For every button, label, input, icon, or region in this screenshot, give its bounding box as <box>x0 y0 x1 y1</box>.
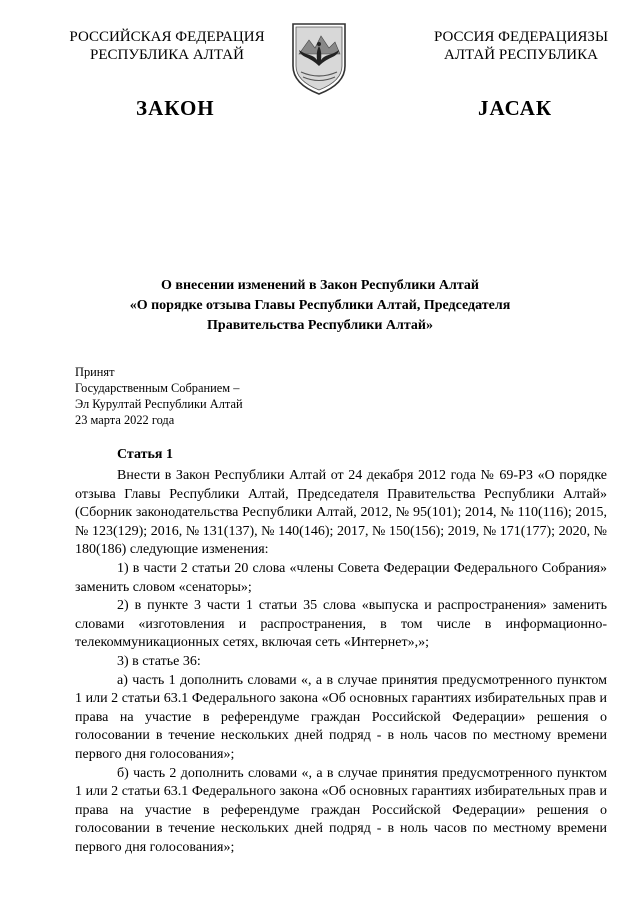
title-line1: О внесении изменений в Закон Республики Алтай <box>161 278 479 293</box>
header-left-block <box>62 28 272 64</box>
article-paragraph: 3) в статье 36: <box>117 653 201 669</box>
law-title-russian: ЗАКОН <box>136 96 215 120</box>
article-body <box>75 467 607 857</box>
header-right-line2: АЛТАЙ РЕСПУБЛИКА <box>444 47 598 63</box>
adopted-line3: Эл Курултай Республики Алтай <box>75 397 243 411</box>
header-left-line2: РЕСПУБЛИКА АЛТАЙ <box>90 47 244 63</box>
article-paragraph: 1) в части 2 статьи 20 слова «члены Совета Федерации Федерального Собрания» заменить словом «сенаторы»; <box>75 560 607 595</box>
article-paragraph: б) часть 2 дополнить словами «, а в случае принятия предусмотренного пунктом 1 или 2 статьи 63.1 Федерального закона «Об основных гарантиях избирательных прав и права на участие в референдуме граждан Российской Федерации» решения о голосовании в течение нескольких дней подряд - в ноль часов по местному времени первого дня голосования»; <box>75 765 607 855</box>
title-line3: Правительства Республики Алтай» <box>207 318 433 333</box>
article-paragraph: а) часть 1 дополнить словами «, а в случае принятия предусмотренного пунктом 1 или 2 статьи 63.1 Федерального закона «Об основных гарантиях избирательных прав и права на участие в референдуме граждан Российской Федерации» решения о голосовании в течение нескольких дней подряд - в ноль часов по местному времени первого дня голосования»; <box>75 672 607 762</box>
document-title <box>70 276 570 336</box>
article-heading: Статья 1 <box>117 447 173 462</box>
adopted-line1: Принят <box>75 365 115 379</box>
adopted-line2: Государственным Собранием – <box>75 381 240 395</box>
article-paragraph: Внести в Закон Республики Алтай от 24 декабря 2012 года № 69-РЗ «О порядке отзыва Главы Республики Алтай, Председателя Правительства Республики Алтай» (Сборник законодательства Республики Алтай, 2012, № 95(101); 2014, № 110(116); 2015, № 123(129); 2016, № 131(137), № 140(146); 2017, № 150(156); 2019, № 171(177); 2020, № 180(186) следующие изменения: <box>75 468 607 558</box>
adopted-date: 23 марта 2022 года <box>75 413 175 427</box>
article-paragraph: 2) в пункте 3 части 1 статьи 35 слова «выпуска и распространения» заменить словами «изготовления и распространения, в том числе в информационно-телекоммуникационных сетях, включая сеть «Интернет»,»; <box>75 598 607 651</box>
adoption-block <box>75 364 243 428</box>
law-title-altai: JАСАК <box>478 96 553 120</box>
header-right-line1: РОССИЯ ФЕДЕРАЦИЯЗЫ <box>433 29 609 45</box>
title-line2: «О порядке отзыва Главы Республики Алтай, Председателя <box>129 298 511 313</box>
altai-republic-emblem-icon <box>287 20 351 96</box>
header-left-line1: РОССИЙСКАЯ ФЕДЕРАЦИЯ <box>69 29 265 45</box>
header-right-block <box>416 28 626 64</box>
